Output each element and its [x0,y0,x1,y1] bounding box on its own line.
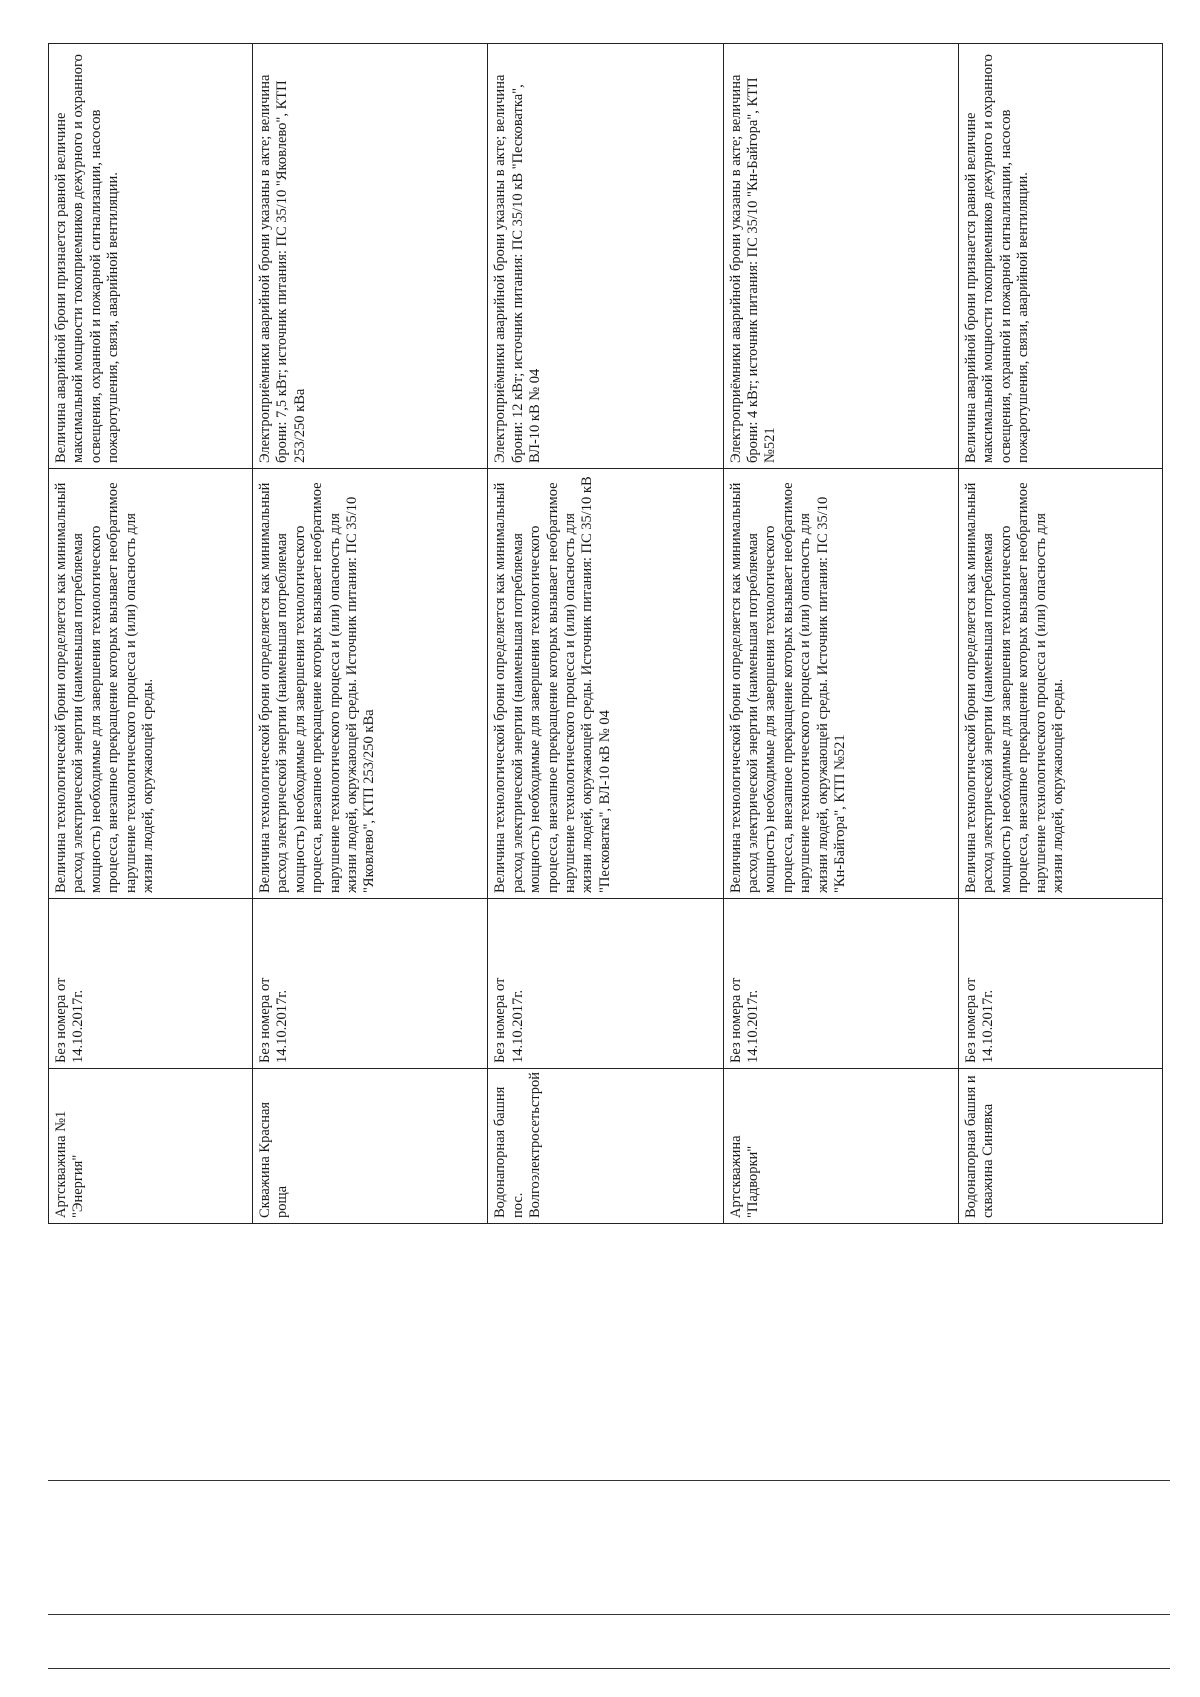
table-row [488,44,723,1224]
technological-reserve-cell: Величина технологической брони определяется как минимальный расход электрической энергии (наименьшая потребляемая мощность) необходимые для завершения технологического процесса, внезапное прекращение которых вызывает необратимое нарушение технологического процесса и (или) опасность для жизни людей, окружающей среды. Источник питания: ПС 35/10 кВ "Песковатка", ВЛ-10 кВ № 04 [488,469,723,899]
divider-line [48,1668,1170,1669]
object-name-cell: Артскважина №1 "Энергия" [49,1069,253,1224]
divider-line [48,1480,1170,1481]
object-name-cell: Водонапорная башня и скважина Синявка [958,1069,1162,1224]
table-row [253,44,488,1224]
divider-line [48,1614,1170,1615]
act-cell: Без номера от 14.10.2017г. [958,899,1162,1069]
technological-reserve-cell: Величина технологической брони определяется как минимальный расход электрической энергии (наименьшая потребляемая мощность) необходимые для завершения технологического процесса, внезапное прекращение которых вызывает необратимое нарушение технологического процесса и (или) опасность для жизни людей, окружающей среды. [958,469,1162,899]
technological-reserve-cell: Величина технологической брони определяется как минимальный расход электрической энергии (наименьшая потребляемая мощность) необходимые для завершения технологического процесса, внезапное прекращение которых вызывает необратимое нарушение технологического процесса и (или) опасность для жизни людей, окружающей среды. Источник питания: ПС 35/10 "Кн-Байгора", КТП №521 [723,469,958,899]
emergency-reserve-cell: Величина аварийной брони признается равной величине максимальной мощности токоприемников дежурного и охранного освещения, охранной и пожарной сигнализации, насосов пожаротушения, связи, аварийной вентиляции. [49,44,253,469]
object-name-cell: Скважина Красная роща [253,1069,488,1224]
technological-reserve-cell: Величина технологической брони определяется как минимальный расход электрической энергии (наименьшая потребляемая мощность) необходимые для завершения технологического процесса, внезапное прекращение которых вызывает необратимое нарушение технологического процесса и (или) опасность для жизни людей, окружающей среды. [49,469,253,899]
rotated-table-wrapper [48,44,1163,1224]
table-row [723,44,958,1224]
emergency-reserve-cell: Электроприёмники аварийной брони указаны в акте; величина брони: 7,5 кВт; источник питания: ПС 35/10 "Яковлево", КТП 253/250 кВа [253,44,488,469]
object-name-cell: Артскважина "Падворки" [723,1069,958,1224]
act-cell: Без номера от 14.10.2017г. [723,899,958,1069]
emergency-reserve-cell: Величина аварийной брони признается равной величине максимальной мощности токоприемников дежурного и охранного освещения, охранной и пожарной сигнализации, насосов пожаротушения, связи, аварийной вентиляции. [958,44,1162,469]
emergency-reserve-cell: Электроприёмники аварийной брони указаны в акте; величина брони: 12 кВт; источник питания: ПС 35/10 кВ "Песковатка", ВЛ-10 кВ № 04 [488,44,723,469]
emergency-reserve-cell: Электроприёмники аварийной брони указаны в акте; величина брони: 4 кВт; источник питания: ПС 35/10 "Кн-Байгора", КТП №521 [723,44,958,469]
act-cell: Без номера от 14.10.2017г. [488,899,723,1069]
object-name-cell: Водонапорная башня пос. Волгоэлектросетьстрой [488,1069,723,1224]
table-row [958,44,1162,1224]
act-cell: Без номера от 14.10.2017г. [253,899,488,1069]
act-cell: Без номера от 14.10.2017г. [49,899,253,1069]
technological-reserve-cell: Величина технологической брони определяется как минимальный расход электрической энергии (наименьшая потребляемая мощность) необходимые для завершения технологического процесса, внезапное прекращение которых вызывает необратимое нарушение технологического процесса и (или) опасность для жизни людей, окружающей среды. Источник питания: ПС 35/10 "Яковлево", КТП 253/250 кВа [253,469,488,899]
reservation-table [48,43,1163,1224]
table-row [49,44,253,1224]
